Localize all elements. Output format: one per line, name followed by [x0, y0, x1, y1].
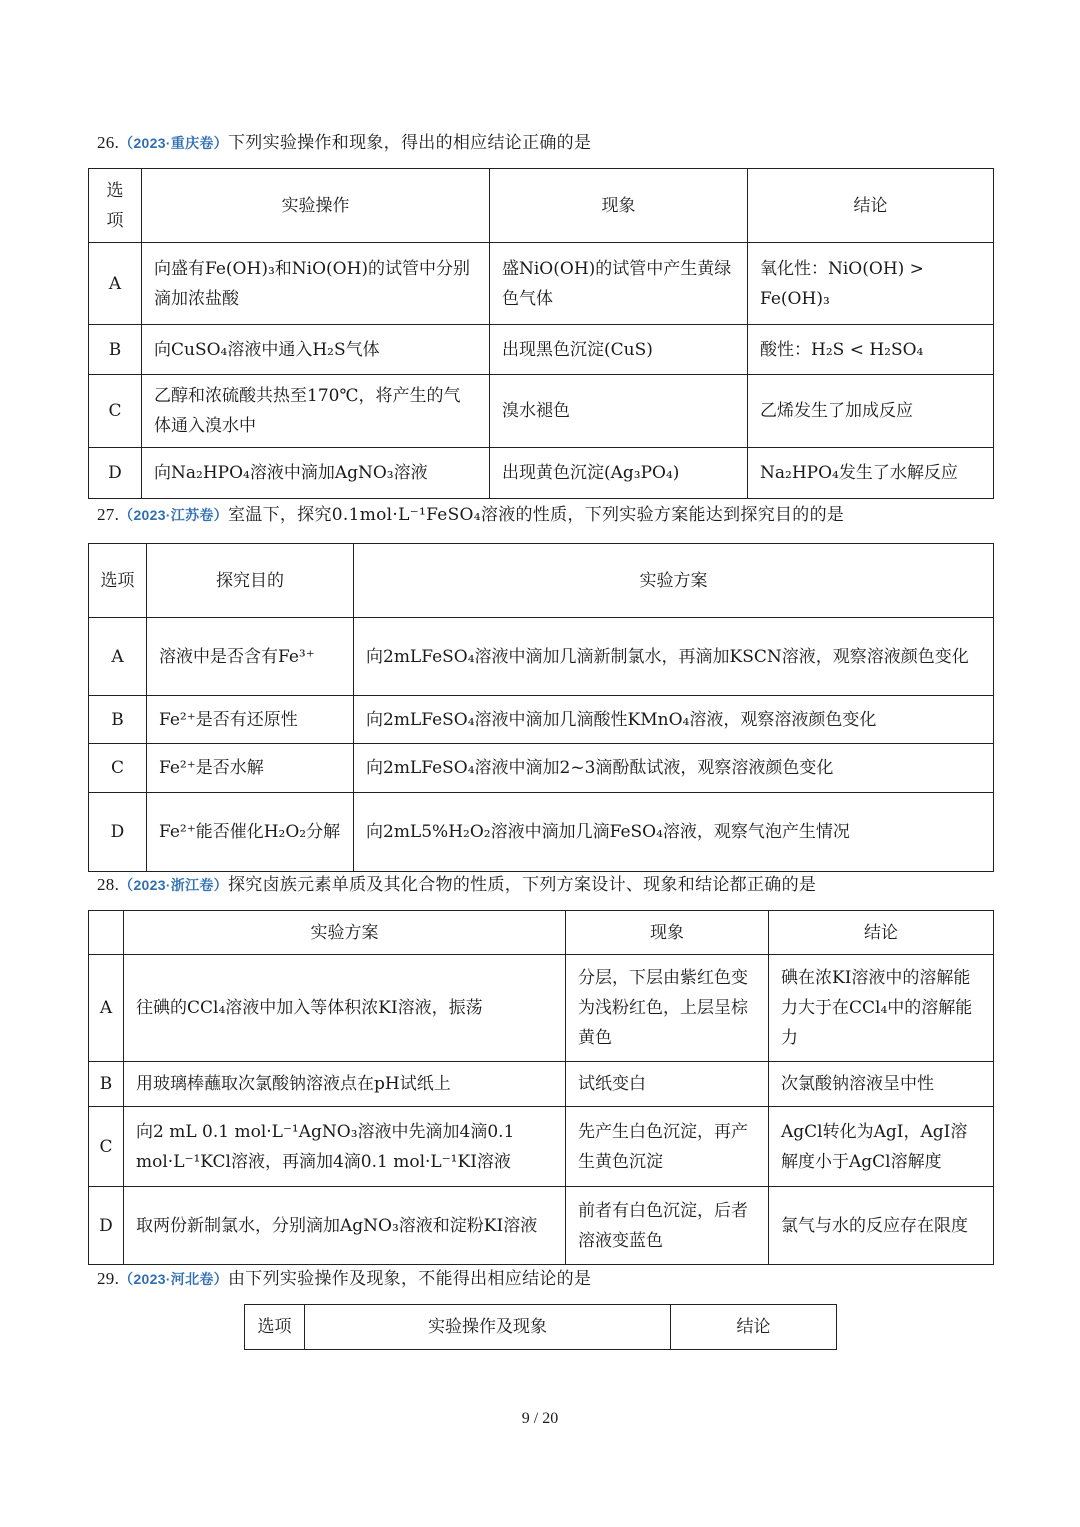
q26-table: [88, 168, 994, 499]
goal-cell: Fe²⁺是否水解: [147, 744, 354, 793]
question-text: 由下列实验操作及现象，不能得出相应结论的是: [227, 1269, 592, 1289]
question-number: 28.: [97, 875, 120, 894]
page-number: 9 / 20: [521, 1410, 559, 1427]
conclusion-cell: 酸性：H₂S < H₂SO₄: [748, 325, 994, 375]
plan-cell: 向2 mL 0.1 mol·L⁻¹AgNO₃溶液中先滴加4滴0.1 mol·L⁻¹KCl溶液，再滴加4滴0.1 mol·L⁻¹KI溶液: [124, 1107, 566, 1187]
exam-source: （2023·江苏卷）: [119, 507, 228, 523]
q29-table: [244, 1304, 837, 1350]
operation-cell: 乙醇和浓硫酸共热至170℃，将产生的气体通入溴水中: [142, 375, 490, 448]
option-label: B: [89, 696, 147, 744]
question-number: 26.: [97, 133, 120, 152]
plan-cell: 向2mLFeSO₄溶液中滴加几滴新制氯水，再滴加KSCN溶液，观察溶液颜色变化: [354, 618, 994, 696]
plan-cell: 向2mL5%H₂O₂溶液中滴加几滴FeSO₄溶液，观察气泡产生情况: [354, 793, 994, 872]
phenomenon-cell: 溴水褪色: [490, 375, 748, 448]
q27-table: [88, 543, 994, 872]
table-header-row: [89, 544, 994, 618]
option-label: A: [89, 955, 124, 1062]
header-conclusion: 结论: [748, 169, 994, 243]
plan-cell: 用玻璃棒蘸取次氯酸钠溶液点在pH试纸上: [124, 1062, 566, 1107]
option-label: B: [89, 1062, 124, 1107]
phenomenon-cell: 试纸变白: [566, 1062, 769, 1107]
header-operation-phenomenon: 实验操作及现象: [305, 1305, 671, 1350]
conclusion-cell: 碘在浓KI溶液中的溶解能力大于在CCl₄中的溶解能力: [769, 955, 994, 1062]
conclusion-cell: AgCl转化为AgI，AgI溶解度小于AgCl溶解度: [769, 1107, 994, 1187]
option-label: A: [89, 243, 142, 325]
table-row: [89, 1062, 994, 1107]
goal-cell: 溶液中是否含有Fe³⁺: [147, 618, 354, 696]
question-27-stem: [97, 504, 844, 526]
header-operation: 实验操作: [142, 169, 490, 243]
question-number: 29.: [97, 1269, 120, 1288]
phenomenon-cell: 分层，下层由紫红色变为浅粉红色，上层呈棕黄色: [566, 955, 769, 1062]
question-text: 室温下，探究0.1mol·L⁻¹FeSO₄溶液的性质，下列实验方案能达到探究目的的是: [227, 505, 845, 525]
table-row: [89, 618, 994, 696]
phenomenon-cell: 前者有白色沉淀，后者溶液变蓝色: [566, 1187, 769, 1265]
table-row: [89, 1187, 994, 1265]
option-label: C: [89, 1107, 124, 1187]
table-header-row: [245, 1305, 837, 1350]
conclusion-cell: 氧化性：NiO(OH) > Fe(OH)₃: [748, 243, 994, 325]
header-plan: 实验方案: [354, 544, 994, 618]
conclusion-cell: 次氯酸钠溶液呈中性: [769, 1062, 994, 1107]
table-row: [89, 793, 994, 872]
conclusion-cell: 氯气与水的反应存在限度: [769, 1187, 994, 1265]
option-label: C: [89, 375, 142, 448]
phenomenon-cell: 盛NiO(OH)的试管中产生黄绿色气体: [490, 243, 748, 325]
operation-cell: 向Na₂HPO₄溶液中滴加AgNO₃溶液: [142, 448, 490, 499]
table-row: [89, 325, 994, 375]
exam-source: （2023·浙江卷）: [119, 877, 228, 893]
plan-cell: 向2mLFeSO₄溶液中滴加几滴酸性KMnO₄溶液，观察溶液颜色变化: [354, 696, 994, 744]
header-conclusion: 结论: [769, 911, 994, 955]
operation-cell: 向CuSO₄溶液中通入H₂S气体: [142, 325, 490, 375]
option-label: D: [89, 793, 147, 872]
question-number: 27.: [97, 505, 120, 524]
table-header-row: [89, 169, 994, 243]
header-option: 选项: [89, 169, 142, 243]
table-row: [89, 243, 994, 325]
header-conclusion: 结论: [671, 1305, 837, 1350]
goal-cell: Fe²⁺能否催化H₂O₂分解: [147, 793, 354, 872]
option-label: A: [89, 618, 147, 696]
table-row: [89, 744, 994, 793]
option-label: C: [89, 744, 147, 793]
option-label: D: [89, 448, 142, 499]
option-label: B: [89, 325, 142, 375]
header-option: 选项: [89, 544, 147, 618]
question-26-stem: [97, 132, 591, 154]
phenomenon-cell: 出现黄色沉淀(Ag₃PO₄): [490, 448, 748, 499]
header-plan: 实验方案: [124, 911, 566, 955]
phenomenon-cell: 出现黑色沉淀(CuS): [490, 325, 748, 375]
plan-cell: 往碘的CCl₄溶液中加入等体积浓KI溶液，振荡: [124, 955, 566, 1062]
header-option: 选项: [245, 1305, 305, 1350]
table-row: [89, 955, 994, 1062]
exam-source: （2023·河北卷）: [119, 1271, 228, 1287]
conclusion-cell: Na₂HPO₄发生了水解反应: [748, 448, 994, 499]
table-row: [89, 375, 994, 448]
table-header-row: [89, 911, 994, 955]
option-label: D: [89, 1187, 124, 1265]
operation-cell: 向盛有Fe(OH)₃和NiO(OH)的试管中分别滴加浓盐酸: [142, 243, 490, 325]
phenomenon-cell: 先产生白色沉淀，再产生黄色沉淀: [566, 1107, 769, 1187]
table-row: [89, 448, 994, 499]
goal-cell: Fe²⁺是否有还原性: [147, 696, 354, 744]
header-phenomenon: 现象: [566, 911, 769, 955]
question-text: 探究卤族元素单质及其化合物的性质，下列方案设计、现象和结论都正确的是: [227, 875, 817, 895]
header-phenomenon: 现象: [490, 169, 748, 243]
question-28-stem: [97, 874, 816, 896]
header-option: [89, 911, 124, 955]
question-text: 下列实验操作和现象，得出的相应结论正确的是: [227, 133, 592, 153]
plan-cell: 取两份新制氯水，分别滴加AgNO₃溶液和淀粉KI溶液: [124, 1187, 566, 1265]
table-row: [89, 1107, 994, 1187]
q28-table: [88, 910, 994, 1265]
question-29-stem: [97, 1268, 591, 1290]
conclusion-cell: 乙烯发生了加成反应: [748, 375, 994, 448]
plan-cell: 向2mLFeSO₄溶液中滴加2~3滴酚酞试液，观察溶液颜色变化: [354, 744, 994, 793]
header-goal: 探究目的: [147, 544, 354, 618]
exam-source: （2023·重庆卷）: [119, 135, 228, 151]
table-row: [89, 696, 994, 744]
